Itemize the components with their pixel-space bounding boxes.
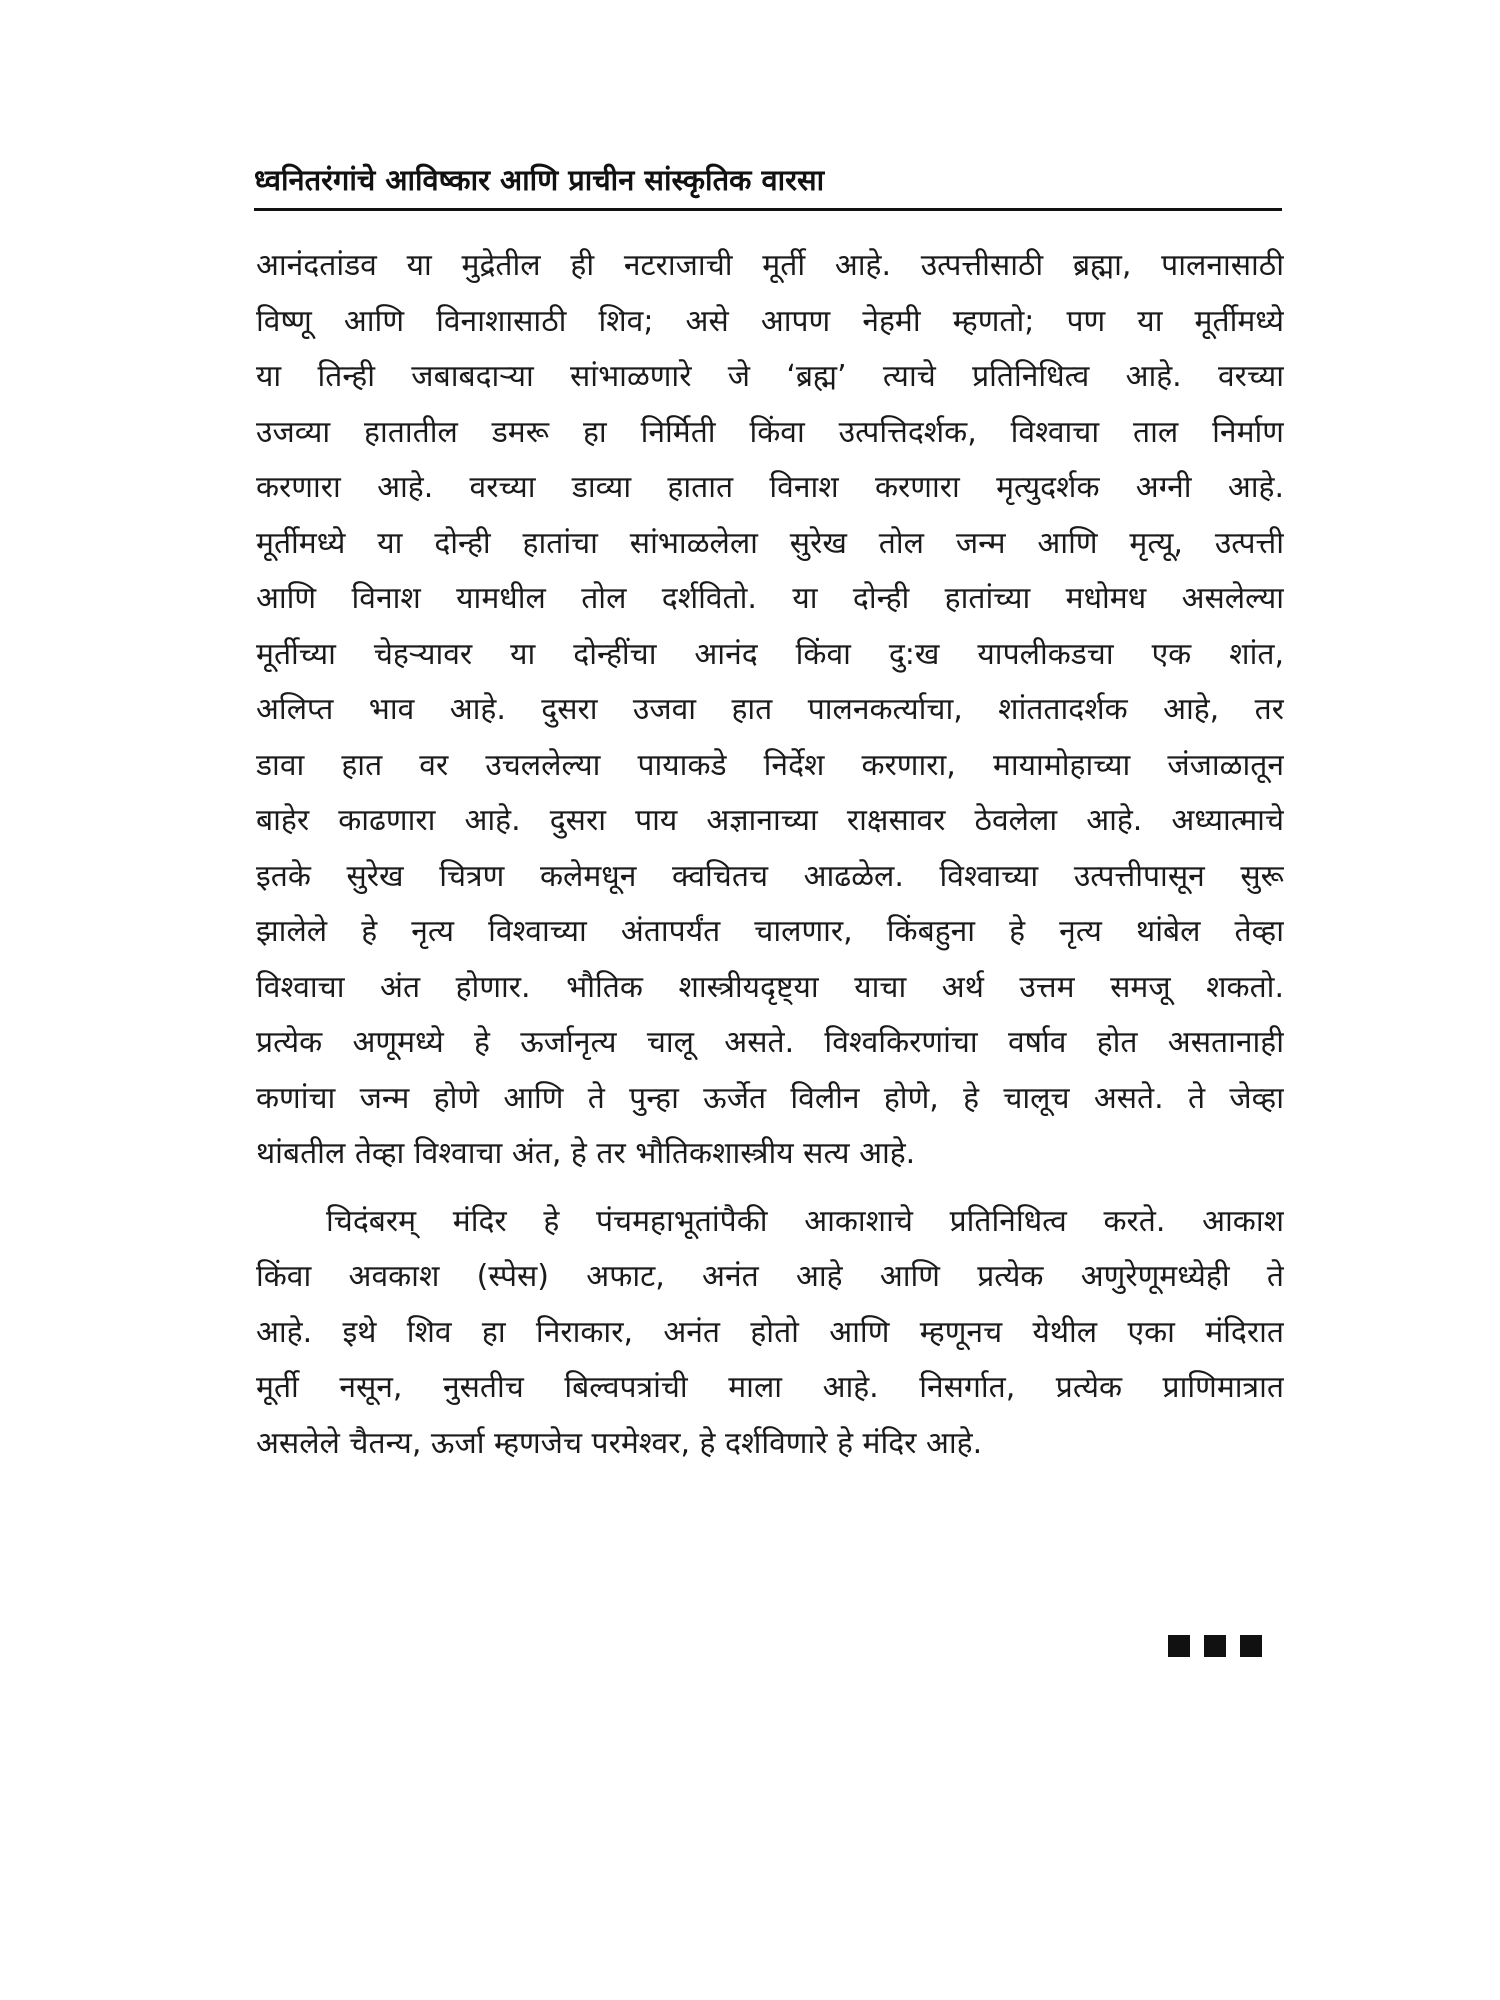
text-line: विष्णू आणि विनाशासाठी शिव; असे आपण नेहमी म्हणतो; पण या मूर्तीमध्ये xyxy=(256,303,1284,339)
end-square-icon xyxy=(1168,1635,1190,1657)
end-square-icon xyxy=(1204,1635,1226,1657)
text-line: प्रत्येक अणूमध्ये हे ऊर्जानृत्य चालू असते. विश्वकिरणांचा वर्षाव होत असतानाही xyxy=(256,1025,1284,1060)
text-line: मूर्ती नसून, नुसतीच बिल्वपत्रांची माला आहे. निसर्गात, प्रत्येक प्राणिमात्रात xyxy=(256,1370,1284,1405)
text-line: उजव्या हातातील डमरू हा निर्मिती किंवा उत्पत्तिदर्शक, विश्वाचा ताल निर्माण xyxy=(256,414,1284,450)
text-line: चिदंबरम् मंदिर हे पंचमहाभूतांपैकी आकाशाचे प्रतिनिधित्व करते. आकाश xyxy=(326,1203,1284,1239)
text-line: बाहेर काढणारा आहे. दुसरा पाय अज्ञानाच्या राक्षसावर ठेवलेला आहे. अध्यात्माचे xyxy=(256,803,1284,838)
text-line: करणारा आहे. वरच्या डाव्या हातात विनाश करणारा मृत्युदर्शक अग्नी आहे. xyxy=(256,470,1284,505)
text-line: झालेले हे नृत्य विश्वाच्या अंतापर्यंत चालणार, किंबहुना हे नृत्य थांबेल तेव्हा xyxy=(256,914,1284,949)
text-line: विश्वाचा अंत होणार. भौतिक शास्त्रीयदृष्ट्या याचा अर्थ उत्तम समजू शकतो. xyxy=(256,969,1284,1005)
text-line: थांबतील तेव्हा विश्वाचा अंत, हे तर भौतिकशास्त्रीय सत्य आहे. xyxy=(256,1136,916,1171)
text-line: कणांचा जन्म होणे आणि ते पुन्हा ऊर्जेत विलीन होणे, हे चालूच असते. ते जेव्हा xyxy=(256,1080,1284,1116)
text-line: आनंदतांडव या मुद्रेतील ही नटराजाची मूर्ती आहे. उत्पत्तीसाठी ब्रह्मा, पालनासाठी xyxy=(256,248,1284,283)
text-line: अलिप्त भाव आहे. दुसरा उजवा हात पालनकर्त्याचा, शांततादर्शक आहे, तर xyxy=(256,692,1284,727)
text-line: आणि विनाश यामधील तोल दर्शवितो. या दोन्ही हातांच्या मधोमध असलेल्या xyxy=(256,581,1284,616)
text-line: किंवा अवकाश (स्पेस) अफाट, अनंत आहे आणि प्रत्येक अणुरेणूमध्येही ते xyxy=(256,1259,1284,1294)
text-line: आहे. इथे शिव हा निराकार, अनंत होतो आणि म्हणूनच येथील एका मंदिरात xyxy=(256,1314,1284,1350)
paragraph-1 xyxy=(256,238,1284,1182)
header-rule xyxy=(254,208,1282,211)
chapter-end-mark xyxy=(1168,1635,1262,1657)
paragraph-gap xyxy=(256,1182,1284,1194)
paragraph-2 xyxy=(256,1194,1284,1472)
text-line: असलेले चैतन्य, ऊर्जा म्हणजेच परमेश्वर, हे दर्शविणारे हे मंदिर आहे. xyxy=(256,1425,983,1461)
text-line: मूर्तीच्या चेहऱ्यावर या दोन्हींचा आनंद किंवा दु:ख यापलीकडचा एक शांत, xyxy=(256,636,1284,672)
text-line: डावा हात वर उचललेल्या पायाकडे निर्देश करणारा, मायामोहाच्या जंजाळातून xyxy=(256,747,1284,783)
running-header: ध्वनितरंगांचे आविष्कार आणि प्राचीन सांस्कृतिक वारसा xyxy=(254,163,825,197)
text-line: या तिन्ही जबाबदाऱ्या सांभाळणारे जे ‘ब्रह्म’ त्याचे प्रतिनिधित्व आहे. वरच्या xyxy=(256,359,1284,394)
end-square-icon xyxy=(1240,1635,1262,1657)
text-line: मूर्तीमध्ये या दोन्ही हातांचा सांभाळलेला सुरेख तोल जन्म आणि मृत्यू, उत्पत्ती xyxy=(256,525,1284,561)
body-text xyxy=(256,238,1284,1471)
text-line: इतके सुरेख चित्रण कलेमधून क्वचितच आढळेल. विश्वाच्या उत्पत्तीपासून सुरू xyxy=(256,858,1284,894)
